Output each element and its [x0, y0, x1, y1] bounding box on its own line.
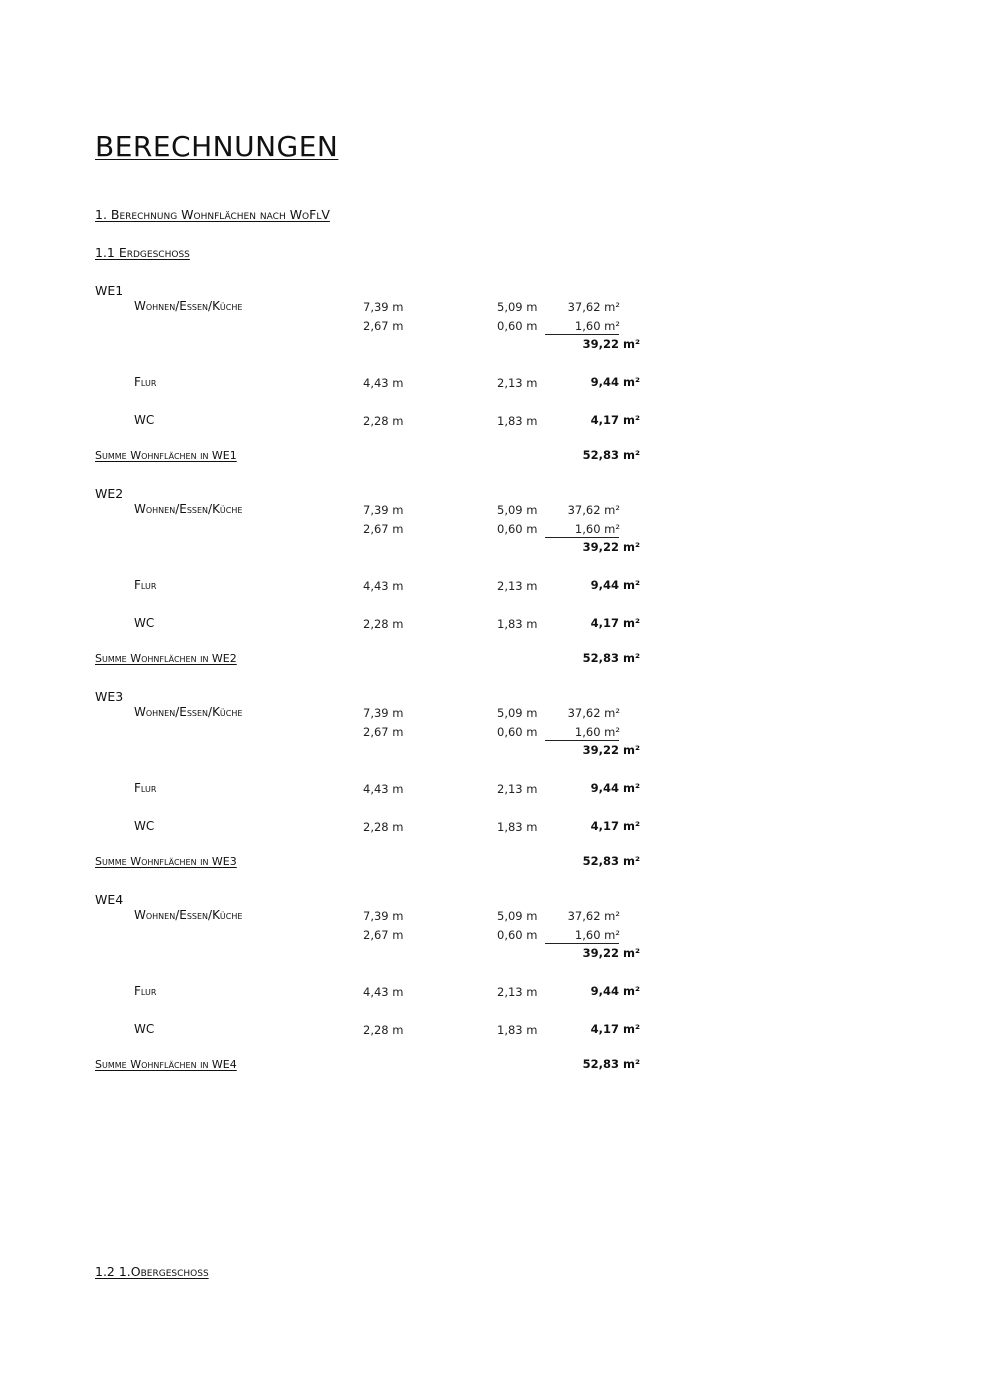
kitchen-total: 39,22 m² — [582, 946, 640, 960]
flur-total: 9,44 m² — [590, 781, 640, 795]
sum-label: Summe Wohnflächen in WE4 — [95, 1058, 237, 1071]
dimension-a: 2,28 m — [363, 820, 404, 834]
room-label-kitchen: Wohnen/Essen/Küche — [134, 299, 243, 313]
section-heading-wohnflaechen: 1. Berechnung Wohnflächen nach WoFlV — [95, 207, 330, 222]
dimension-b: 5,09 m — [497, 300, 538, 314]
page-title: BERECHNUNGEN — [95, 130, 339, 163]
wc-total: 4,17 m² — [590, 616, 640, 630]
section-heading-erdgeschoss: 1.1 Erdgeschoss — [95, 245, 190, 260]
dimension-a: 2,28 m — [363, 617, 404, 631]
sum-label: Summe Wohnflächen in WE1 — [95, 449, 237, 462]
room-label-flur: Flur — [134, 375, 157, 389]
dimension-b: 5,09 m — [497, 706, 538, 720]
flur-total: 9,44 m² — [590, 375, 640, 389]
kitchen-total: 39,22 m² — [582, 540, 640, 554]
wc-total: 4,17 m² — [590, 1022, 640, 1036]
dimension-b: 2,13 m — [497, 782, 538, 796]
wc-total: 4,17 m² — [590, 819, 640, 833]
flur-total: 9,44 m² — [590, 984, 640, 998]
dimension-a: 2,28 m — [363, 1023, 404, 1037]
area-value: 37,62 m² — [567, 300, 620, 314]
dimension-b: 2,13 m — [497, 376, 538, 390]
dimension-b: 0,60 m — [497, 319, 538, 333]
dimension-b: 1,83 m — [497, 820, 538, 834]
dimension-a: 7,39 m — [363, 300, 404, 314]
sum-divider — [545, 537, 619, 538]
dimension-b: 5,09 m — [497, 503, 538, 517]
area-value: 37,62 m² — [567, 706, 620, 720]
room-label-kitchen: Wohnen/Essen/Küche — [134, 705, 243, 719]
room-label-flur: Flur — [134, 781, 157, 795]
room-label-flur: Flur — [134, 984, 157, 998]
dimension-a: 2,67 m — [363, 522, 404, 536]
dimension-b: 0,60 m — [497, 928, 538, 942]
dimension-b: 1,83 m — [497, 1023, 538, 1037]
flur-total: 9,44 m² — [590, 578, 640, 592]
room-label-wc: WC — [134, 616, 155, 630]
sum-label: Summe Wohnflächen in WE3 — [95, 855, 237, 868]
unit-label: WE3 — [95, 689, 124, 704]
room-label-wc: WC — [134, 413, 155, 427]
sum-divider — [545, 943, 619, 944]
area-value: 1,60 m² — [574, 928, 620, 942]
room-label-flur: Flur — [134, 578, 157, 592]
dimension-a: 2,28 m — [363, 414, 404, 428]
dimension-a: 2,67 m — [363, 725, 404, 739]
area-value: 1,60 m² — [574, 522, 620, 536]
sum-value: 52,83 m² — [582, 448, 640, 462]
dimension-a: 4,43 m — [363, 579, 404, 593]
room-label-kitchen: Wohnen/Essen/Küche — [134, 502, 243, 516]
sum-value: 52,83 m² — [582, 1057, 640, 1071]
dimension-b: 1,83 m — [497, 414, 538, 428]
section-heading-obergeschoss: 1.2 1.Obergeschoss — [95, 1264, 209, 1279]
dimension-a: 4,43 m — [363, 376, 404, 390]
area-value: 37,62 m² — [567, 503, 620, 517]
area-value: 1,60 m² — [574, 725, 620, 739]
dimension-a: 2,67 m — [363, 319, 404, 333]
dimension-a: 7,39 m — [363, 706, 404, 720]
room-label-wc: WC — [134, 1022, 155, 1036]
unit-label: WE1 — [95, 283, 124, 298]
sum-divider — [545, 740, 619, 741]
unit-label: WE4 — [95, 892, 124, 907]
area-value: 37,62 m² — [567, 909, 620, 923]
dimension-b: 0,60 m — [497, 725, 538, 739]
dimension-b: 2,13 m — [497, 985, 538, 999]
dimension-a: 2,67 m — [363, 928, 404, 942]
room-label-wc: WC — [134, 819, 155, 833]
dimension-b: 0,60 m — [497, 522, 538, 536]
dimension-a: 7,39 m — [363, 503, 404, 517]
kitchen-total: 39,22 m² — [582, 743, 640, 757]
sum-value: 52,83 m² — [582, 854, 640, 868]
area-value: 1,60 m² — [574, 319, 620, 333]
wc-total: 4,17 m² — [590, 413, 640, 427]
dimension-a: 7,39 m — [363, 909, 404, 923]
unit-label: WE2 — [95, 486, 124, 501]
kitchen-total: 39,22 m² — [582, 337, 640, 351]
dimension-b: 1,83 m — [497, 617, 538, 631]
room-label-kitchen: Wohnen/Essen/Küche — [134, 908, 243, 922]
dimension-b: 2,13 m — [497, 579, 538, 593]
dimension-a: 4,43 m — [363, 985, 404, 999]
sum-label: Summe Wohnflächen in WE2 — [95, 652, 237, 665]
dimension-a: 4,43 m — [363, 782, 404, 796]
sum-divider — [545, 334, 619, 335]
sum-value: 52,83 m² — [582, 651, 640, 665]
dimension-b: 5,09 m — [497, 909, 538, 923]
